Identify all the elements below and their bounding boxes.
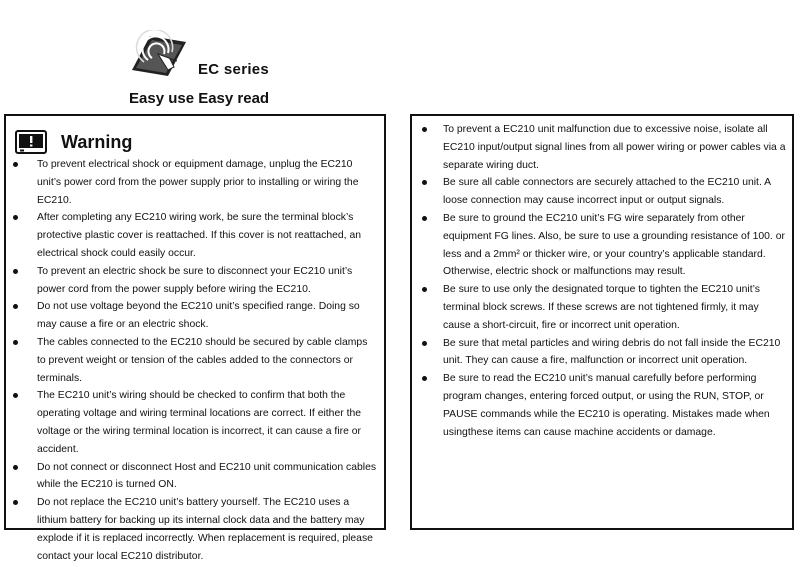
bullet-icon xyxy=(422,216,427,221)
bullet-icon xyxy=(13,393,18,398)
caution-panel xyxy=(410,114,794,530)
bullet-icon xyxy=(422,287,427,292)
list-item xyxy=(6,209,378,262)
list-item xyxy=(6,334,378,387)
list-item xyxy=(6,387,378,458)
list-item-text: After completing any EC210 wiring work, be sure the terminal block’s protective plastic cover is reattached. If this cover is not reattached, an electrical shock could easily occur. xyxy=(37,212,362,259)
list-item xyxy=(6,263,378,299)
list-item xyxy=(6,298,378,334)
bullet-icon xyxy=(422,341,427,346)
list-item xyxy=(6,494,378,565)
caution-list xyxy=(412,121,786,441)
bullet-icon xyxy=(13,269,18,274)
list-item xyxy=(412,210,786,281)
bullet-icon xyxy=(13,215,18,220)
bullet-icon xyxy=(422,127,427,132)
list-item-text: Be sure to use only the designated torque to tighten the EC210 unit’s terminal block screws. If these screws are not tightened firmly, it may cause a short-circuit, fire or incorrect unit operation. xyxy=(443,284,760,331)
list-item xyxy=(412,174,786,210)
list-item-text: Do not connect or disconnect Host and EC210 unit communication cables while the EC210 is turned ON. xyxy=(37,461,377,491)
list-item-text: Do not replace the EC210 unit’s battery yourself. The EC210 uses a lithium battery for backing up its internal clock data and the battery may explode if it is replaced incorrectly. When replacement is required, please contact your local EC210 distributor. xyxy=(37,497,373,562)
list-item-text: Be sure to ground the EC210 unit’s FG wire separately from other equipment FG lines. Also, be sure to use a grounding resistance of 100. or less and a 2mm² or thicker wire, or your country’s applicable standard. Otherwise, electric shock or malfunctions may result. xyxy=(443,212,785,278)
warning-panel xyxy=(4,114,386,562)
bullet-icon xyxy=(13,162,18,167)
list-item xyxy=(412,370,786,441)
list-item-text: To prevent an electric shock be sure to disconnect your EC210 unit’s power cord from the power supply before wiring the EC210. xyxy=(37,265,353,295)
bullet-icon xyxy=(13,465,18,470)
bullet-icon xyxy=(13,340,18,345)
bullet-icon xyxy=(422,180,427,185)
list-item-text: To prevent electrical shock or equipment damage, unplug the EC210 unit’s power cord from the power supply prior to installing or wiring the EC210. xyxy=(37,159,359,206)
brand-series-title: EC series xyxy=(198,61,270,78)
list-item xyxy=(6,459,378,495)
warning-header xyxy=(15,128,132,156)
warning-list xyxy=(6,156,378,565)
list-item xyxy=(412,281,786,334)
warning-monitor-icon xyxy=(15,130,47,154)
list-item xyxy=(412,335,786,371)
list-item-text: To prevent a EC210 unit malfunction due to excessive noise, isolate all EC210 input/output signal lines from all power wiring or power cables via a separate wiring duct. xyxy=(443,124,786,171)
list-item-text: Do not use voltage beyond the EC210 unit’s specified range. Doing so may cause a fire or an electric shock. xyxy=(37,301,360,331)
bullet-icon xyxy=(13,500,18,505)
bullet-icon xyxy=(13,304,18,309)
bullet-icon xyxy=(422,376,427,381)
list-item-text: The EC210 unit’s wiring should be checked to confirm that both the operating voltage and wiring terminal locations are correct. If either the voltage or the wiring terminal location is incorrect, it can cause a fire or accident. xyxy=(37,390,362,455)
tagline: Easy use Easy read xyxy=(129,90,270,107)
list-item-text: The cables connected to the EC210 should be secured by cable clamps to prevent weight or tension of the cables added to the connectors or terminals. xyxy=(37,336,368,384)
list-item-text: Be sure that metal particles and wiring debris do not fall inside the EC210 unit. They can cause a fire, malfunction or incorrect unit operation. xyxy=(443,337,781,367)
list-item-text: Be sure all cable connectors are securely attached to the EC210 unit. A loose connection may cause incorrect input or output signals. xyxy=(443,177,771,207)
brand-logo-icon xyxy=(128,30,190,80)
list-item xyxy=(412,121,786,174)
warning-title: Warning xyxy=(61,131,133,152)
list-item-text: Be sure to read the EC210 unit’s manual carefully before performing program changes, entering forced output, or using the RUN, STOP, or PAUSE commands while the EC210 is operating. Mistakes made when usingthese items can cause machine accidents or damage. xyxy=(443,373,770,438)
list-item xyxy=(6,156,378,209)
